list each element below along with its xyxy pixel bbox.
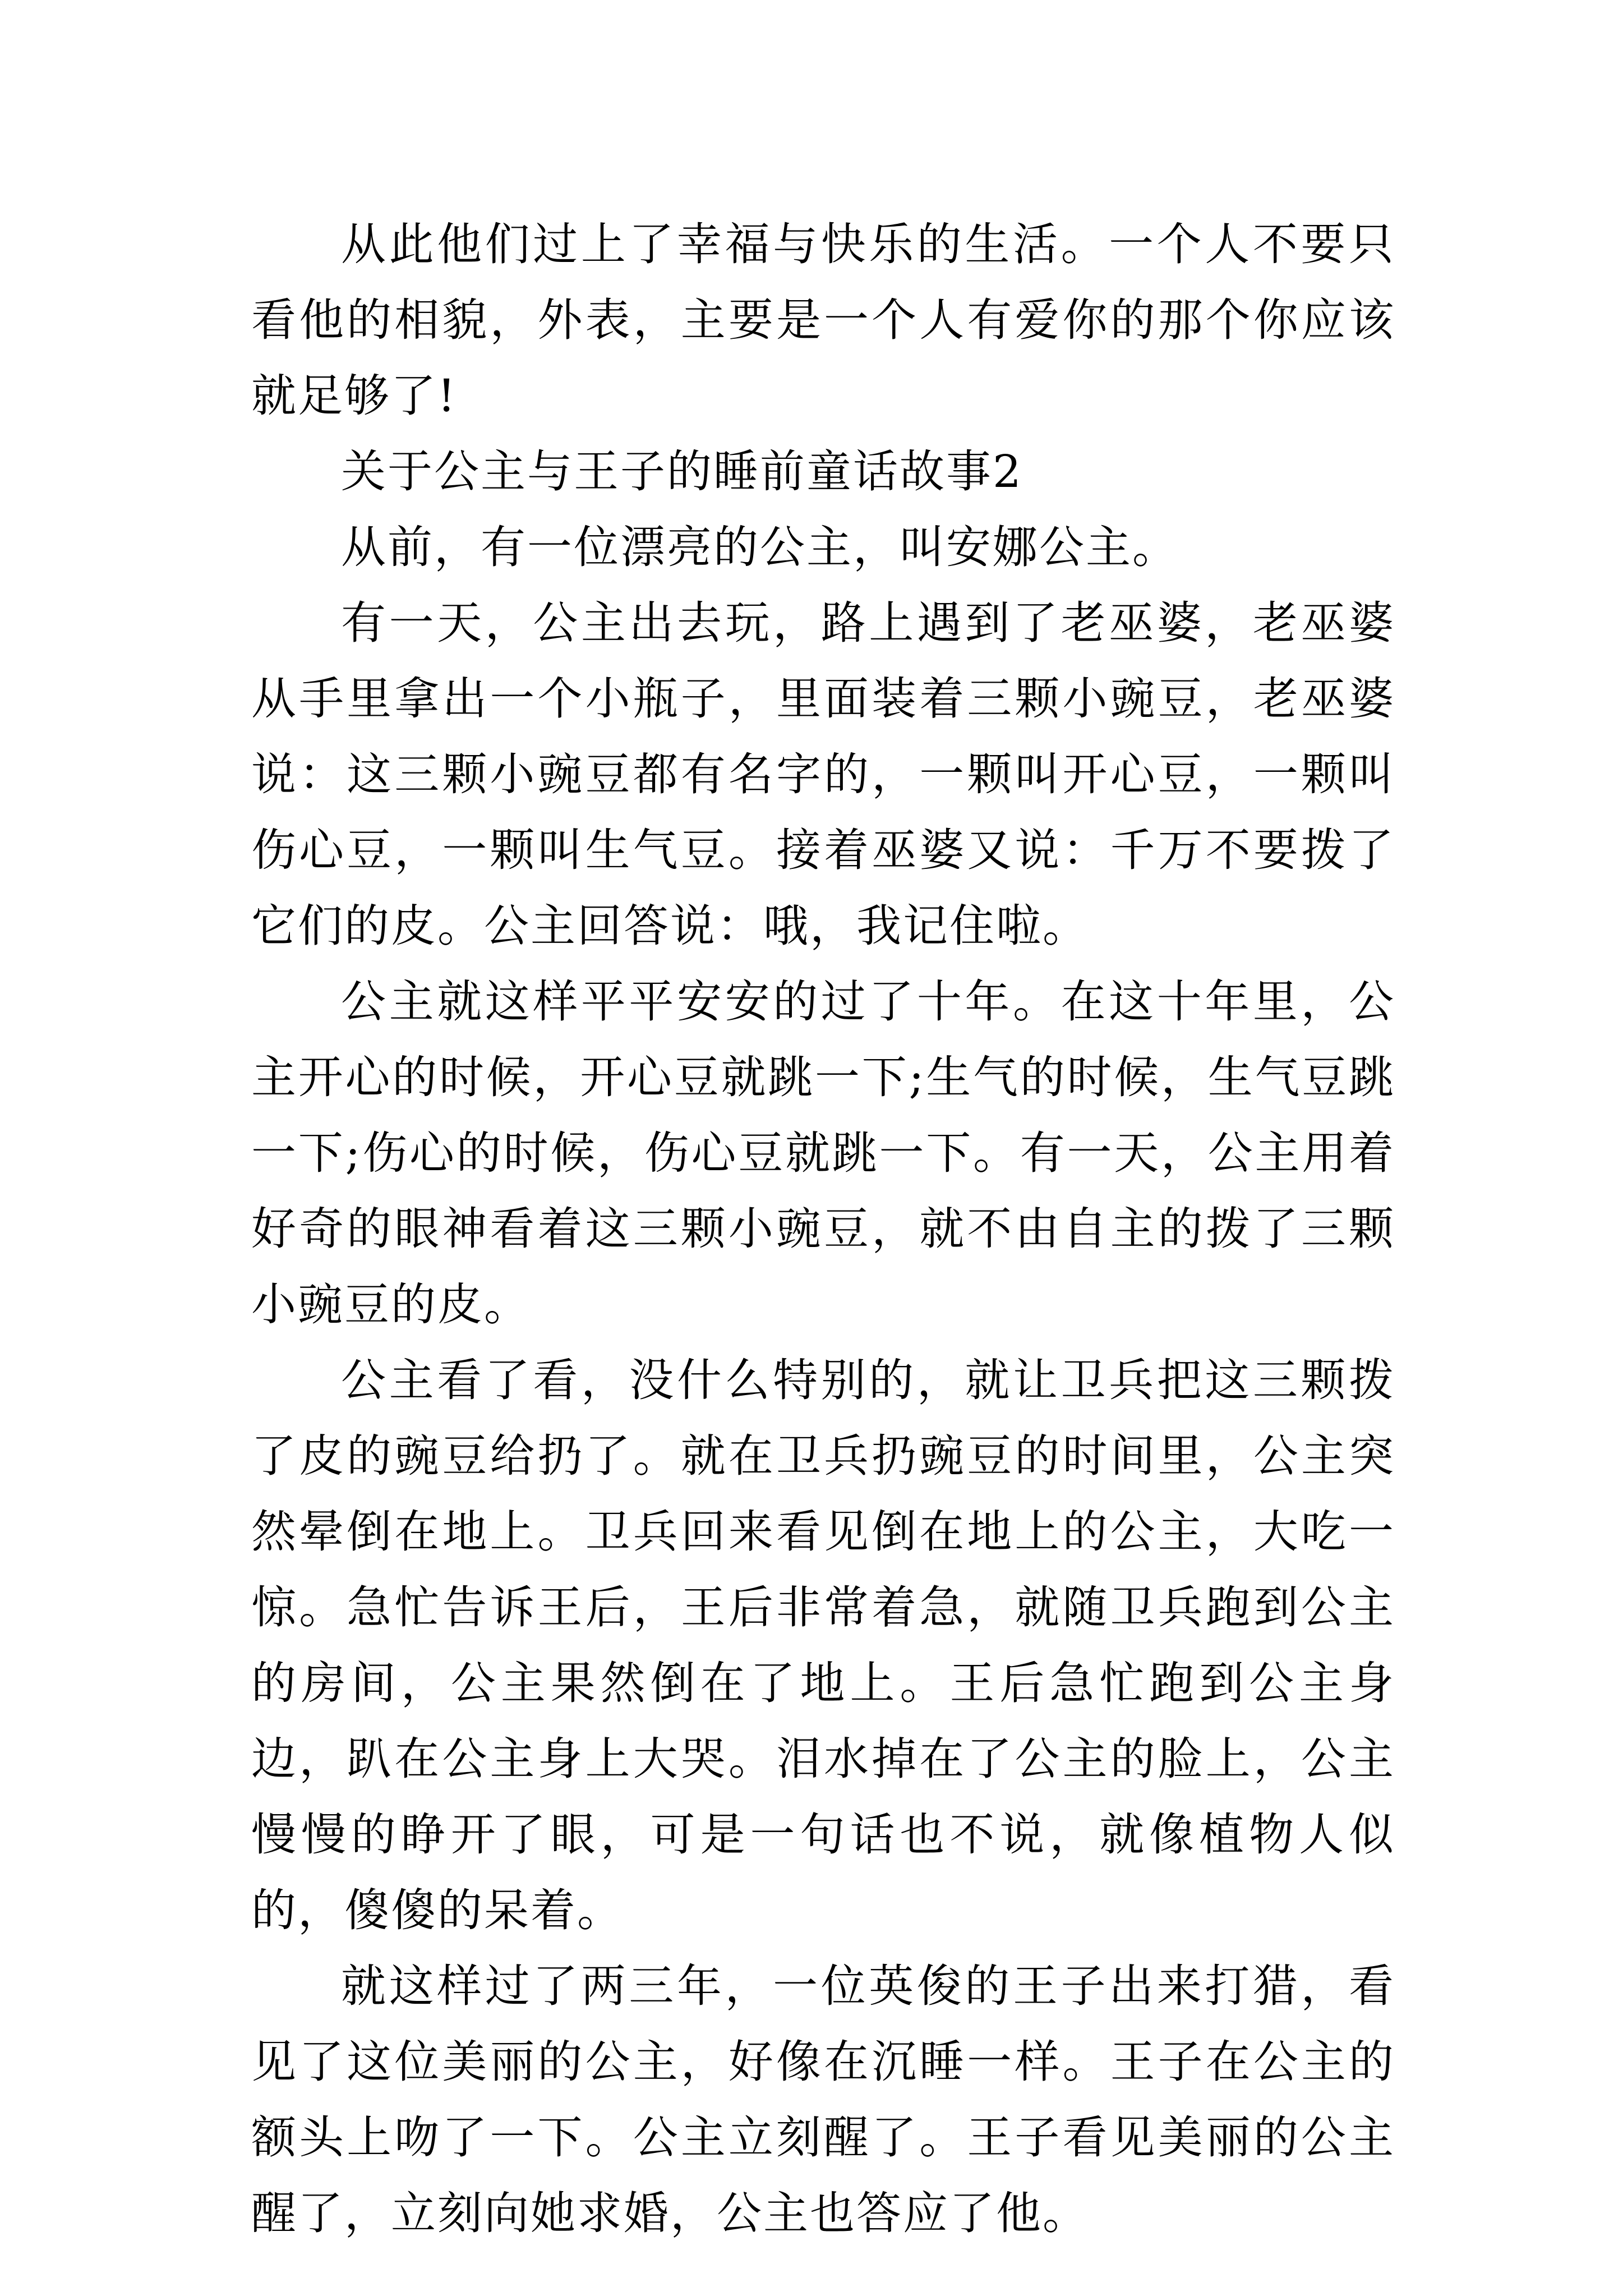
paragraph-witch: 有一天，公主出去玩，路上遇到了老巫婆，老巫婆从手里拿出一个小瓶子，里面装着三颗小豌豆，老巫婆说：这三颗小豌豆都有名字的，一颗叫开心豆，一颗叫伤心豆，一颗叫生气豆。接着巫婆又说：千万不要拨了它们的皮。公主回答说：哦，我记住啦。 bbox=[251, 597, 1395, 952]
paragraph-prince: 就这样过了两三年，一位英俊的王子出来打猎，看见了这位美丽的公主，好像在沉睡一样。王子在公主的额头上吻了一下。公主立刻醒了。王子看见美丽的公主醒了，立刻向她求婚，公主也答应了他。 bbox=[251, 1960, 1395, 2239]
paragraph-faint: 公主看了看，没什么特别的，就让卫兵把这三颗拨了皮的豌豆给扔了。就在卫兵扔豌豆的时间里，公主突然晕倒在地上。卫兵回来看见倒在地上的公主，大吃一惊。急忙告诉王后，王后非常着急，就随卫兵跑到公主的房间，公主果然倒在了地上。王后急忙跑到公主身边，趴在公主身上大哭。泪水掉在了公主的脸上，公主慢慢的睁开了眼，可是一句话也不说，就像植物人似的，傻傻的呆着。 bbox=[251, 1354, 1395, 1936]
story-title: 关于公主与王子的睡前童话故事2 bbox=[341, 445, 1023, 498]
paragraph-ten-years: 公主就这样平平安安的过了十年。在这十年里，公主开心的时候，开心豆就跳一下;生气的时候，生气豆跳一下;伤心的时候，伤心豆就跳一下。有一天，公主用着好奇的眼神看着这三颗小豌豆，就不由自主的拨了三颗小豌豆的皮。 bbox=[251, 976, 1395, 1331]
paragraph-ending: 从此他们过上了幸福与快乐的生活。一个人不要只看他的相貌，外表，主要是一个人有爱你的那个你应该就足够了! bbox=[251, 218, 1395, 422]
paragraph-intro: 从前，有一位漂亮的公主，叫安娜公主。 bbox=[341, 521, 1179, 573]
document-body bbox=[251, 206, 1395, 2251]
